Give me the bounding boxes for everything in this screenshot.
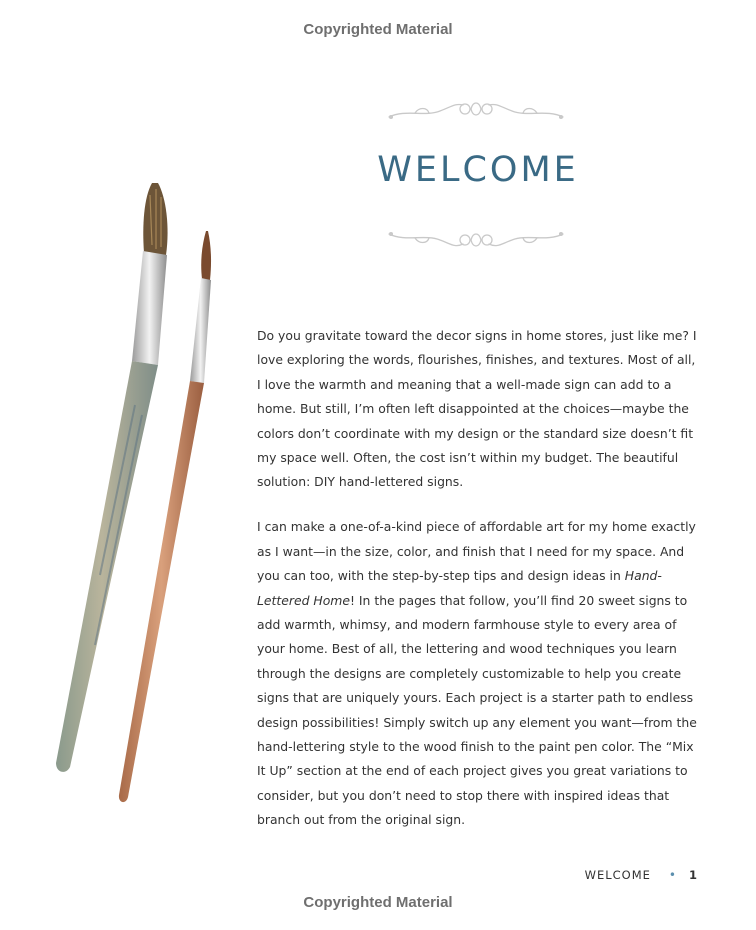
- footer-separator: •: [668, 868, 677, 882]
- book-title: Hand-Lettered Home: [257, 568, 662, 608]
- body-text: [257, 324, 697, 853]
- copyright-footer: Copyrighted Material: [303, 894, 453, 911]
- paragraph-intro: Do you gravitate toward the decor signs in home stores, just like me? I love exploring the words, flourishes, finishes, and textures. Most of all, I love the warmth and meaning that a well-made sign can add to a home. But still, I’m often left disappointed at the choices—maybe the colors don’t coordinate with my design or the standard size doesn’t fit my space well. Often, the cost isn’t within my budget. The beautiful solution: DIY hand-lettered signs.: [257, 328, 697, 490]
- paragraph-main-lead: I can make a one-of-a-kind piece of affordable art for my home exactly as I want—in the size, color, and finish that I need for my space. And you can too, with the step-by-step tips and design ideas in: [257, 519, 696, 584]
- flourish-ornament-icon: [385, 95, 567, 123]
- large-brush: [56, 183, 168, 772]
- copyright-header: Copyrighted Material: [303, 21, 453, 38]
- page-footer: [585, 868, 698, 882]
- page-number: 1: [688, 868, 698, 882]
- paragraph-main: [257, 515, 697, 832]
- footer-section-label: WELCOME: [584, 868, 651, 882]
- paragraph-main-rest: ! In the pages that follow, you’ll find 20 sweet signs to add warmth, whimsy, and modern farmhouse style to every area of your home. Best of all, the lettering and wood techniques you learn through the designs are completely customizable to help you create signs that are uniquely yours. Each project is a starter path to endless design possibilities! Simply switch up any element you want—from the hand-lettering style to the wood finish to the paint pen color. The “Mix It Up” section at the end of each project gives you great variations to consider, but you don’t need to stop there with inspired ideas that branch out from the original sign.: [257, 592, 697, 828]
- flourish-ornament-icon: [385, 226, 567, 254]
- page-title: WELCOME: [377, 150, 579, 190]
- small-brush: [119, 231, 211, 802]
- paintbrush-illustration: [40, 175, 240, 815]
